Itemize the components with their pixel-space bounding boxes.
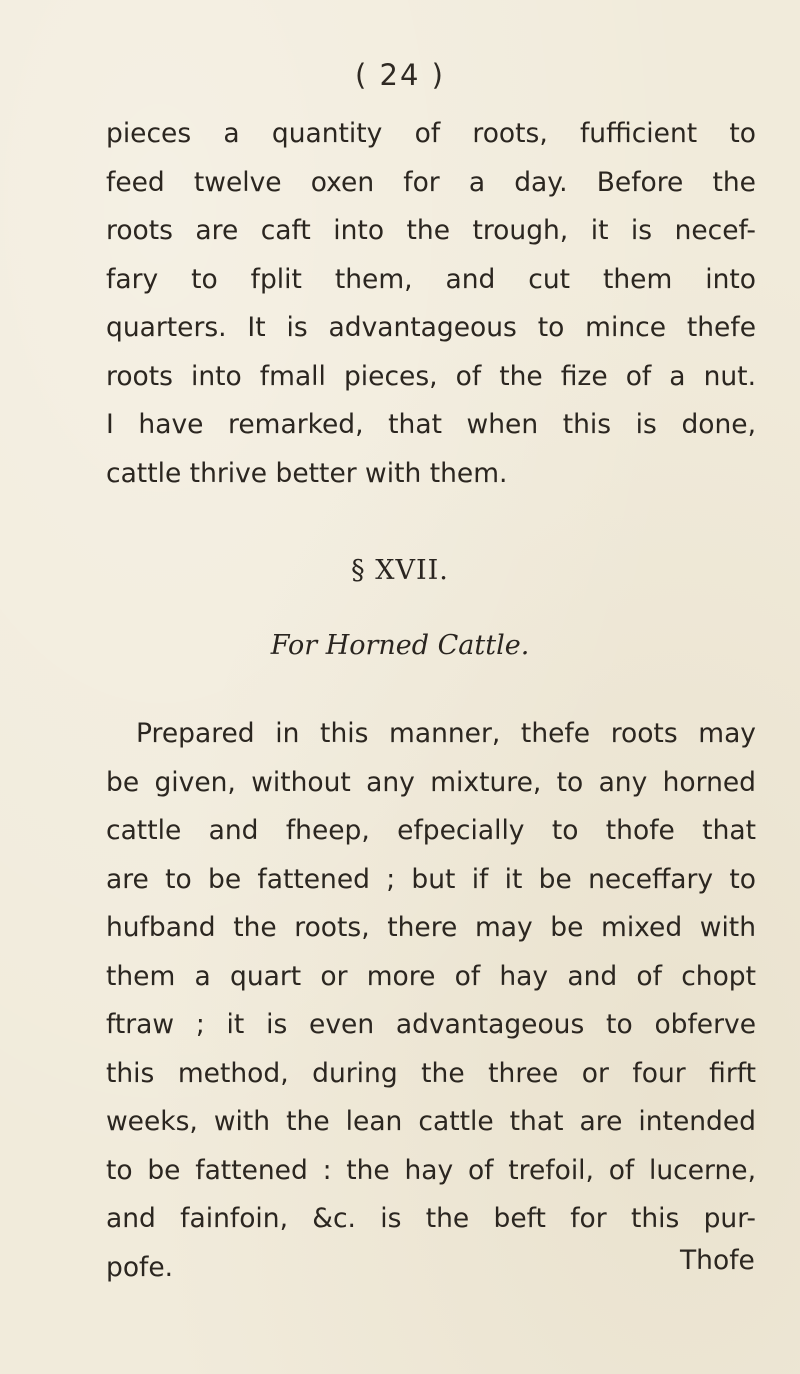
text-line: and fainfoin, &c. is the beft for this pur- <box>106 1203 756 1234</box>
text-line: to be fattened : the hay of trefoil, of lucerne, <box>106 1154 756 1186</box>
section-number: § XVII. <box>351 555 449 586</box>
text-line: hufband the roots, there may be mixed with <box>106 912 756 943</box>
text-line: Prepared in this manner, thefe roots may <box>136 718 756 749</box>
text-line: roots are caft into the trough, it is necef- <box>106 215 756 246</box>
text-line: are to be fattened ; but if it be neceffary to <box>106 863 756 895</box>
text-line: cattle thrive better with them. <box>106 457 508 489</box>
catchword: Thofe <box>680 1245 755 1276</box>
text-line: weeks, with the lean cattle that are intended <box>106 1106 756 1137</box>
paragraph-2 <box>106 710 756 1292</box>
text-line: roots into fmall pieces, of the fize of a nut. <box>106 360 756 392</box>
text-line: fary to fplit them, and cut them into <box>106 263 756 295</box>
text-line: ftraw ; it is even advantageous to obferve <box>106 1009 756 1040</box>
text-line: cattle and fheep, efpecially to thofe that <box>106 815 756 846</box>
page-number: ( 24 ) <box>355 58 445 92</box>
paragraph-1 <box>106 110 756 498</box>
text-line: pieces a quantity of roots, fufficient to <box>106 118 756 149</box>
text-line: quarters. It is advantageous to mince thefe <box>106 312 756 343</box>
section-title: For Horned Cattle. <box>270 630 530 661</box>
text-line: this method, during the three or four firft <box>106 1057 756 1089</box>
text-line: feed twelve oxen for a day. Before the <box>106 166 756 198</box>
text-line: I have remarked, that when this is done, <box>106 409 756 440</box>
text-line: pofe. <box>106 1251 174 1283</box>
text-line: be given, without any mixture, to any horned <box>106 766 756 798</box>
text-line: them a quart or more of hay and of chopt <box>106 960 756 992</box>
